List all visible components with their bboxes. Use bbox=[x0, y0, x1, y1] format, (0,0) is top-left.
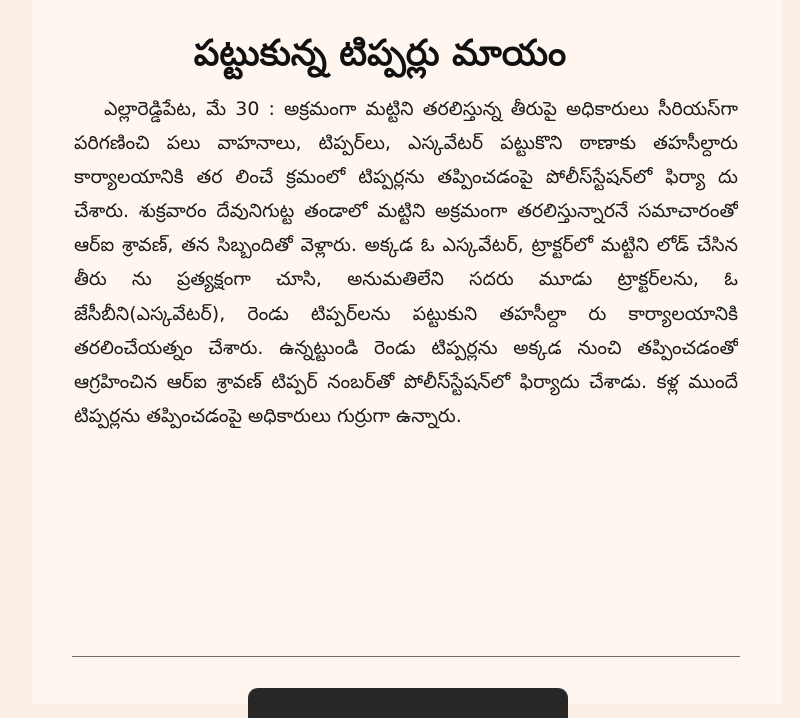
cut-off-next-headline bbox=[248, 688, 568, 718]
cut-off-previous-text bbox=[340, 0, 400, 2]
article-body: ఎల్లారెడ్డిపేట, మే 30 : అక్రమంగా మట్టిని తరలిస్తున్న తీరుపై అధికారులు సీరియస్‌గా పరిగణించి పలు వాహనాలు, టిప్పర్‌లు, ఎస్కవేటర్ పట్టుకొని ఠాణాకు తహసీల్దారు కార్యాలయానికి తర లించే క్రమంలో టిప్పర్లను తప్పించడంపై పోలీస్‌స్టేషన్‌లో ఫిర్యా దు చేశారు. శుక్రవారం దేవునిగుట్ట తండాలో మట్టిని అక్రమంగా తరలిస్తున్నారనే సమాచారంతో ఆర్ఐ శ్రావణ్, తన సిబ్బందితో వెళ్లారు. అక్కడ ఓ ఎస్కవేటర్, ట్రాక్టర్‌లో మట్టిని లోడ్ చేసిన తీరు ను ప్రత్యక్షంగా చూసి, అనుమతిలేని సదరు మూడు ట్రాక్టర్‌లను, ఓ జేసీబీని(ఎస్కవేటర్), రెండు టిప్పర్‌లను పట్టుకుని తహసీల్దా రు కార్యాలయానికి తరలించేయత్నం చేశారు. ఉన్నట్టుండి రెండు టిప్పర్లను అక్కడ నుంచి తప్పించడంతో ఆగ్రహించిన ఆర్ఐ శ్రావణ్ టిప్పర్ నంబర్‌తో పోలీస్‌స్టేషన్‌లో ఫిర్యాదు చేశాడు. కళ్ల ముందే టిప్పర్లను తప్పించడంపై అధికారులు గుర్రుగా ఉన్నారు. bbox=[74, 98, 738, 427]
section-divider bbox=[72, 656, 740, 657]
article-headline: పట్టుకున్న టిప్పర్లు మాయం bbox=[193, 33, 567, 74]
